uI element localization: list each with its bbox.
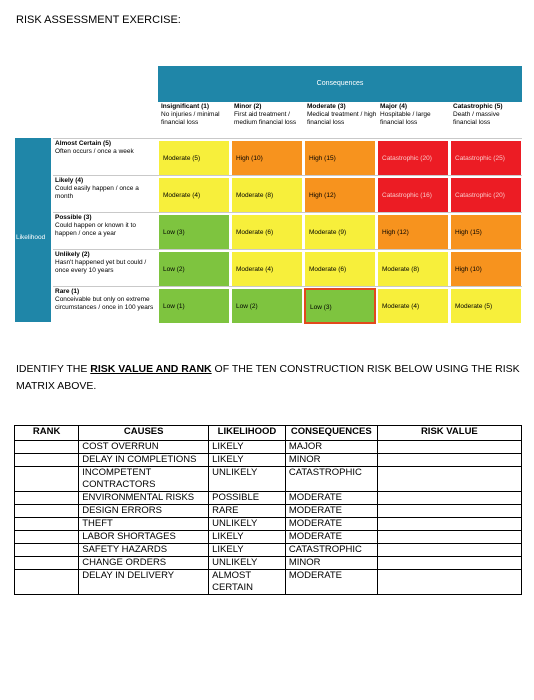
instructions-before: IDENTIFY THE: [16, 363, 91, 375]
table-row: [15, 441, 522, 454]
table-row: [15, 518, 522, 531]
table-row: [15, 531, 522, 544]
matrix-cell: Moderate (6): [304, 251, 376, 287]
matrix-cell: Moderate (9): [304, 214, 376, 250]
rank-cell[interactable]: [15, 505, 79, 518]
header-risk-value: RISK VALUE: [377, 426, 521, 441]
cause-cell: LABOR SHORTAGES: [79, 531, 209, 544]
consequence-cell: MODERATE: [285, 505, 377, 518]
matrix-cell: High (10): [231, 140, 303, 176]
consequence-cell: CATASTROPHIC: [285, 467, 377, 492]
table-row: [15, 467, 522, 492]
risk-value-cell[interactable]: [377, 467, 521, 492]
rank-cell[interactable]: [15, 467, 79, 492]
consequence-cell: MODERATE: [285, 492, 377, 505]
cause-cell: COST OVERRUN: [79, 441, 209, 454]
page-heading: RISK ASSESSMENT EXERCISE:: [16, 14, 181, 26]
table-row: [15, 492, 522, 505]
risk-value-cell[interactable]: [377, 570, 521, 595]
consequence-cell: MODERATE: [285, 570, 377, 595]
header-likelihood: LIKELIHOOD: [209, 426, 286, 441]
risk-value-cell[interactable]: [377, 454, 521, 467]
likelihood-cell: UNLIKELY: [209, 467, 286, 492]
risk-value-cell[interactable]: [377, 531, 521, 544]
rank-cell[interactable]: [15, 492, 79, 505]
matrix-column-title: Minor (2): [234, 103, 262, 110]
likelihood-cell: LIKELY: [209, 544, 286, 557]
cause-cell: ENVIRONMENTAL RISKS: [79, 492, 209, 505]
matrix-row-header: [53, 214, 157, 250]
matrix-row-header: [53, 251, 157, 287]
likelihood-label: Likelihood: [16, 234, 46, 241]
consequence-cell: MAJOR: [285, 441, 377, 454]
matrix-row-divider: [53, 212, 522, 213]
likelihood-cell: LIKELY: [209, 441, 286, 454]
likelihood-header: [15, 138, 51, 322]
risk-table: [14, 425, 522, 595]
table-row: [15, 544, 522, 557]
rank-cell[interactable]: [15, 531, 79, 544]
matrix-cell: High (12): [377, 214, 449, 250]
matrix-cell: Moderate (8): [231, 177, 303, 213]
rank-cell[interactable]: [15, 557, 79, 570]
matrix-cell: Low (1): [158, 288, 230, 324]
rank-cell[interactable]: [15, 570, 79, 595]
rank-cell[interactable]: [15, 544, 79, 557]
likelihood-cell: UNLIKELY: [209, 557, 286, 570]
table-row: [15, 570, 522, 595]
matrix-row-desc: Often occurs / once a week: [55, 148, 134, 155]
matrix-row-divider: [53, 175, 522, 176]
matrix-row-header: [53, 140, 157, 176]
consequence-cell: MINOR: [285, 557, 377, 570]
matrix-row-desc: Hasn't happened yet but could / once every 10 years: [55, 259, 147, 274]
matrix-cell: Moderate (6): [231, 214, 303, 250]
header-causes: CAUSES: [79, 426, 209, 441]
header-consequences: CONSEQUENCES: [285, 426, 377, 441]
matrix-column-desc: First aid treatment / medium financial loss: [234, 111, 297, 126]
matrix-column-header: [231, 103, 304, 137]
table-header-row: [15, 426, 522, 441]
header-rank: RANK: [15, 426, 79, 441]
likelihood-cell: LIKELY: [209, 454, 286, 467]
matrix-cell: Catastrophic (25): [450, 140, 522, 176]
matrix-cell: High (15): [304, 140, 376, 176]
matrix-cell: High (15): [450, 214, 522, 250]
consequence-cell: MINOR: [285, 454, 377, 467]
matrix-column-header: [450, 103, 523, 137]
matrix-cell: Low (2): [158, 251, 230, 287]
matrix-cell: Low (2): [231, 288, 303, 324]
matrix-cell: High (10): [450, 251, 522, 287]
matrix-row-title: Unlikely (2): [55, 251, 90, 258]
rank-cell[interactable]: [15, 454, 79, 467]
matrix-row-desc: Could happen or known it to happen / once a year: [55, 222, 136, 237]
likelihood-cell: POSSIBLE: [209, 492, 286, 505]
risk-value-cell[interactable]: [377, 557, 521, 570]
matrix-column-header: [304, 103, 377, 137]
matrix-cell: Catastrophic (20): [377, 140, 449, 176]
matrix-row-desc: Conceivable but only on extreme circumstances / once in 100 years: [55, 296, 154, 311]
likelihood-cell: RARE: [209, 505, 286, 518]
consequences-header: Consequences: [158, 66, 522, 102]
matrix-column-header: [377, 103, 450, 137]
matrix-row-title: Possible (3): [55, 214, 92, 221]
matrix-cell: Moderate (5): [158, 140, 230, 176]
table-row: [15, 454, 522, 467]
risk-value-cell[interactable]: [377, 544, 521, 557]
likelihood-cell: LIKELY: [209, 531, 286, 544]
cause-cell: DELAY IN COMPLETIONS: [79, 454, 209, 467]
matrix-row-header: [53, 177, 157, 213]
matrix-cell: Moderate (5): [450, 288, 522, 324]
matrix-cell: Catastrophic (20): [450, 177, 522, 213]
matrix-column-header: [158, 103, 231, 137]
risk-value-cell[interactable]: [377, 518, 521, 531]
matrix-row-header: [53, 288, 157, 324]
rank-cell[interactable]: [15, 518, 79, 531]
cause-cell: INCOMPETENT CONTRACTORS: [79, 467, 209, 492]
consequence-cell: MODERATE: [285, 518, 377, 531]
risk-value-cell[interactable]: [377, 492, 521, 505]
risk-value-cell[interactable]: [377, 505, 521, 518]
matrix-column-desc: Hospitable / large financial loss: [380, 111, 431, 126]
cause-cell: CHANGE ORDERS: [79, 557, 209, 570]
matrix-cell: High (12): [304, 177, 376, 213]
matrix-row-divider: [53, 286, 522, 287]
matrix-column-desc: No injuries / minimal financial loss: [161, 111, 220, 126]
matrix-cell: Moderate (8): [377, 251, 449, 287]
matrix-column-title: Insignificant (1): [161, 103, 210, 110]
matrix-cell: Catastrophic (16): [377, 177, 449, 213]
table-row: [15, 557, 522, 570]
cause-cell: THEFT: [79, 518, 209, 531]
likelihood-cell: ALMOST CERTAIN: [209, 570, 286, 595]
cause-cell: DELAY IN DELIVERY: [79, 570, 209, 595]
instructions-after: OF THE TEN CONSTRUCTION RISK BELOW USING THE RISK MATRIX ABOVE.: [16, 363, 520, 392]
matrix-row-divider: [53, 138, 522, 139]
matrix-column-desc: Death / massive financial loss: [453, 111, 500, 126]
matrix-column-title: Major (4): [380, 103, 408, 110]
matrix-cell: Low (3): [304, 288, 376, 324]
matrix-cell: Low (3): [158, 214, 230, 250]
matrix-column-desc: Medical treatment / high financial loss: [307, 111, 377, 126]
risk-value-cell[interactable]: [377, 441, 521, 454]
matrix-column-title: Moderate (3): [307, 103, 346, 110]
rank-cell[interactable]: [15, 441, 79, 454]
consequence-cell: CATASTROPHIC: [285, 544, 377, 557]
consequence-cell: MODERATE: [285, 531, 377, 544]
matrix-cell: Moderate (4): [231, 251, 303, 287]
instructions-emphasis: RISK VALUE AND RANK: [90, 363, 212, 375]
matrix-column-title: Catastrophic (5): [453, 103, 503, 110]
matrix-row-title: Likely (4): [55, 177, 84, 184]
matrix-row-desc: Could easily happen / once a month: [55, 185, 139, 200]
cause-cell: SAFETY HAZARDS: [79, 544, 209, 557]
cause-cell: DESIGN ERRORS: [79, 505, 209, 518]
matrix-row-title: Almost Certain (5): [55, 140, 111, 147]
matrix-cell: Moderate (4): [158, 177, 230, 213]
matrix-row-divider: [53, 249, 522, 250]
matrix-row-title: Rare (1): [55, 288, 80, 295]
likelihood-cell: UNLIKELY: [209, 518, 286, 531]
matrix-cell: Moderate (4): [377, 288, 449, 324]
table-row: [15, 505, 522, 518]
instructions: [16, 361, 526, 395]
